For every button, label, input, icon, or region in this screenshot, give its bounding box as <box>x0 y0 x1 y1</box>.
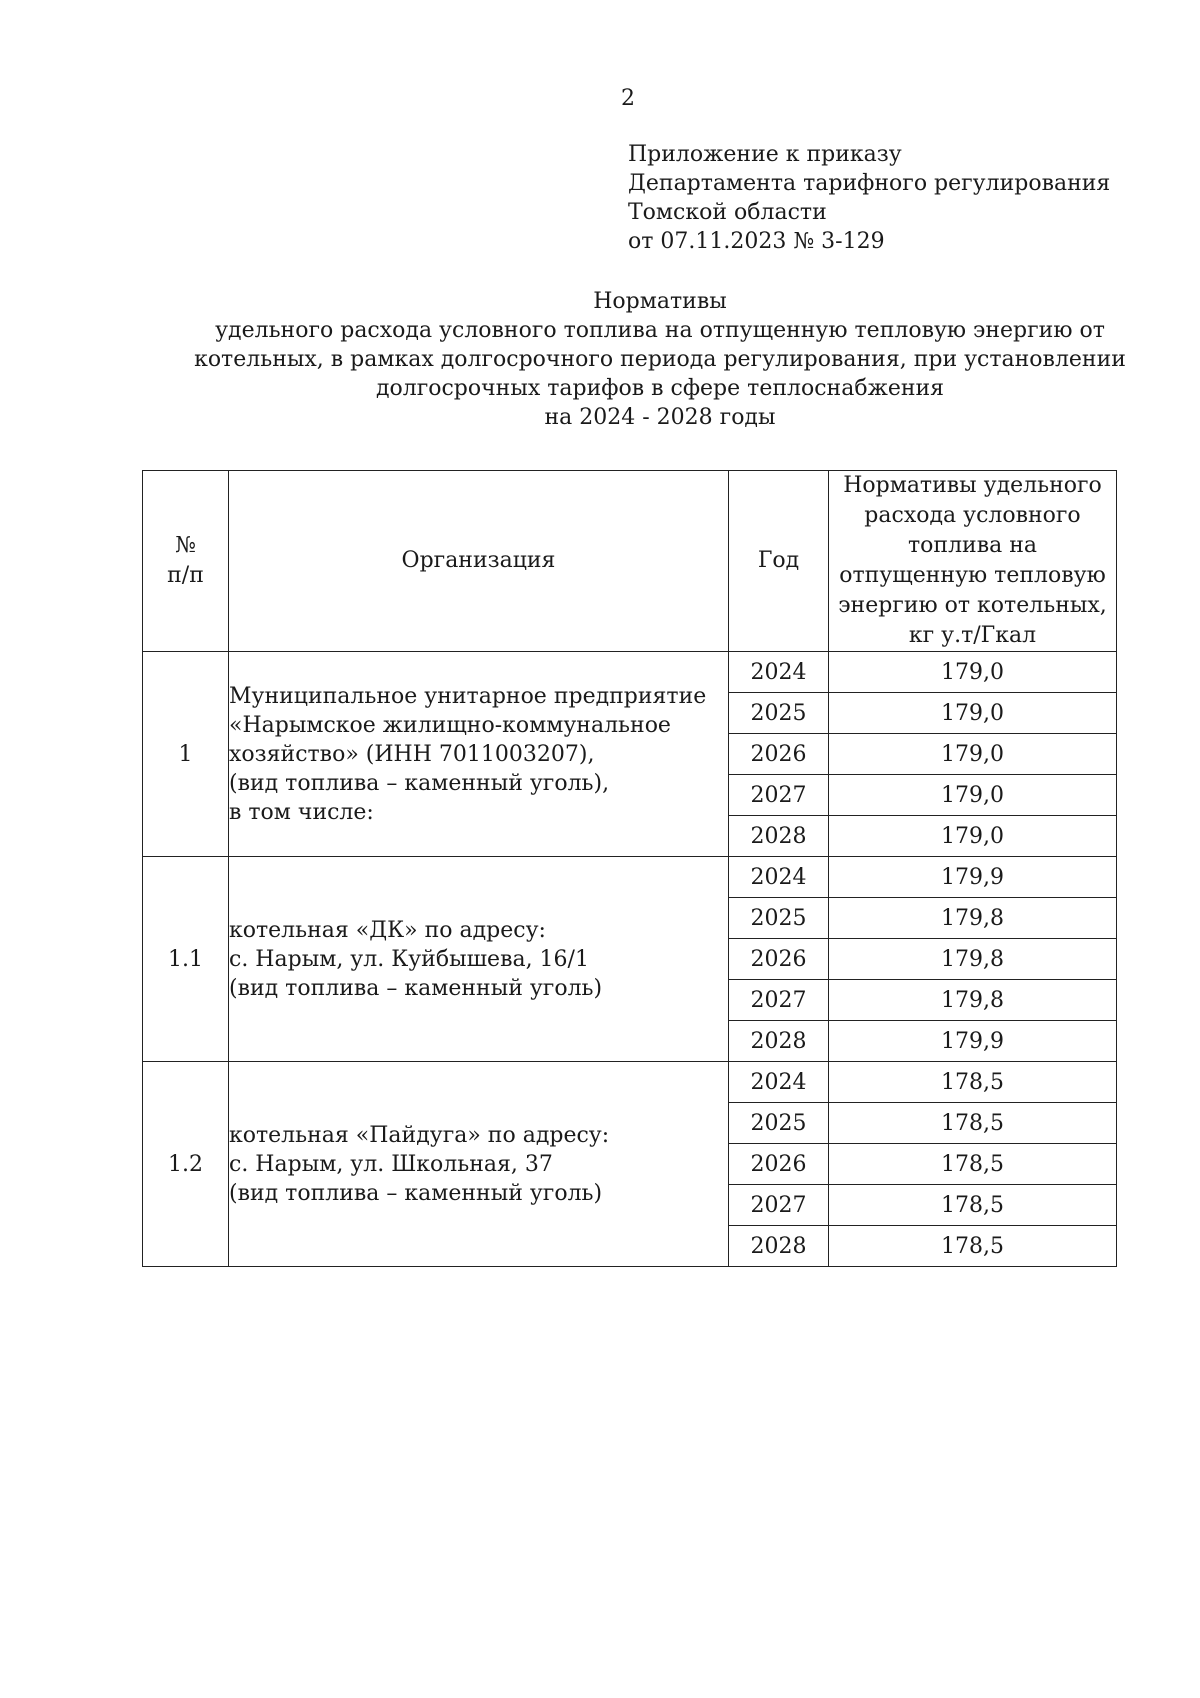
organization-cell <box>229 652 729 857</box>
header-norm-line: топлива на <box>908 533 1037 558</box>
year-cell: 2028 <box>729 816 829 857</box>
row-number: 1.2 <box>143 1062 229 1267</box>
year-cell: 2026 <box>729 1144 829 1185</box>
norm-value-cell: 179,9 <box>829 1021 1117 1062</box>
org-line: (вид топлива – каменный уголь) <box>229 1180 603 1206</box>
norm-value-cell: 179,0 <box>829 652 1117 693</box>
organization-cell <box>229 1062 729 1267</box>
appendix-line: от 07.11.2023 № 3-129 <box>628 229 885 254</box>
norm-value-cell: 179,8 <box>829 980 1117 1021</box>
header-num-line: п/п <box>167 563 204 588</box>
header-norm-line: энергию от котельных, <box>838 593 1107 618</box>
norm-value-cell: 178,5 <box>829 1226 1117 1267</box>
year-cell: 2024 <box>729 857 829 898</box>
appendix-line: Приложение к приказу <box>628 142 902 167</box>
org-line: (вид топлива – каменный уголь) <box>229 975 603 1001</box>
year-cell: 2025 <box>729 1103 829 1144</box>
norm-value-cell: 179,0 <box>829 775 1117 816</box>
header-norm-line: Нормативы удельного <box>843 473 1102 498</box>
header-norm-line: расхода условного <box>864 503 1081 528</box>
organization-cell <box>229 857 729 1062</box>
header-num-line: № <box>175 533 196 558</box>
year-cell: 2026 <box>729 734 829 775</box>
year-cell: 2025 <box>729 693 829 734</box>
row-number: 1.1 <box>143 857 229 1062</box>
header-num <box>143 471 229 652</box>
year-cell: 2025 <box>729 898 829 939</box>
appendix-reference <box>628 140 1110 256</box>
org-line: в том числе: <box>229 799 374 825</box>
appendix-line: Томской области <box>628 200 827 225</box>
page-number: 2 <box>621 86 635 111</box>
table-row <box>143 1062 1117 1103</box>
year-cell: 2026 <box>729 939 829 980</box>
year-cell: 2024 <box>729 1062 829 1103</box>
org-line: (вид топлива – каменный уголь), <box>229 770 610 796</box>
norm-value-cell: 179,0 <box>829 734 1117 775</box>
year-cell: 2027 <box>729 980 829 1021</box>
org-line: с. Нарым, ул. Школьная, 37 <box>229 1151 553 1177</box>
title-line: Нормативы <box>593 289 727 314</box>
norm-value-cell: 179,9 <box>829 857 1117 898</box>
norm-value-cell: 178,5 <box>829 1103 1117 1144</box>
title-line: котельных, в рамках долгосрочного периода регулирования, при установлении <box>194 347 1126 372</box>
header-norm-line: отпущенную тепловую <box>839 563 1106 588</box>
org-line: хозяйство» (ИНН 7011003207), <box>229 741 595 767</box>
table-header-row <box>143 471 1117 652</box>
norm-value-cell: 178,5 <box>829 1062 1117 1103</box>
year-cell: 2027 <box>729 1185 829 1226</box>
header-norm <box>829 471 1117 652</box>
year-cell: 2027 <box>729 775 829 816</box>
norm-value-cell: 179,8 <box>829 939 1117 980</box>
year-cell: 2028 <box>729 1226 829 1267</box>
appendix-line: Департамента тарифного регулирования <box>628 171 1111 196</box>
year-cell: 2028 <box>729 1021 829 1062</box>
norms-table <box>142 470 1117 1267</box>
title-line: долгосрочных тарифов в сфере теплоснабжения <box>375 376 945 401</box>
title-line: на 2024 - 2028 годы <box>544 405 776 430</box>
table-row <box>143 857 1117 898</box>
norm-value-cell: 179,0 <box>829 693 1117 734</box>
org-line: котельная «Пайдуга» по адресу: <box>229 1122 610 1148</box>
norm-value-cell: 179,0 <box>829 816 1117 857</box>
org-line: котельная «ДК» по адресу: <box>229 917 546 943</box>
norm-value-cell: 178,5 <box>829 1144 1117 1185</box>
norm-value-cell: 178,5 <box>829 1185 1117 1226</box>
org-line: с. Нарым, ул. Куйбышева, 16/1 <box>229 946 589 972</box>
header-year: Год <box>729 471 829 652</box>
document-title <box>140 287 1180 432</box>
header-org: Организация <box>229 471 729 652</box>
table-row <box>143 652 1117 693</box>
title-line: удельного расхода условного топлива на отпущенную тепловую энергию от <box>215 318 1105 343</box>
norm-value-cell: 179,8 <box>829 898 1117 939</box>
header-norm-line: кг у.т/Гкал <box>908 623 1037 648</box>
org-line: «Нарымское жилищно-коммунальное <box>229 712 671 738</box>
row-number: 1 <box>143 652 229 857</box>
org-line: Муниципальное унитарное предприятие <box>229 683 707 709</box>
year-cell: 2024 <box>729 652 829 693</box>
